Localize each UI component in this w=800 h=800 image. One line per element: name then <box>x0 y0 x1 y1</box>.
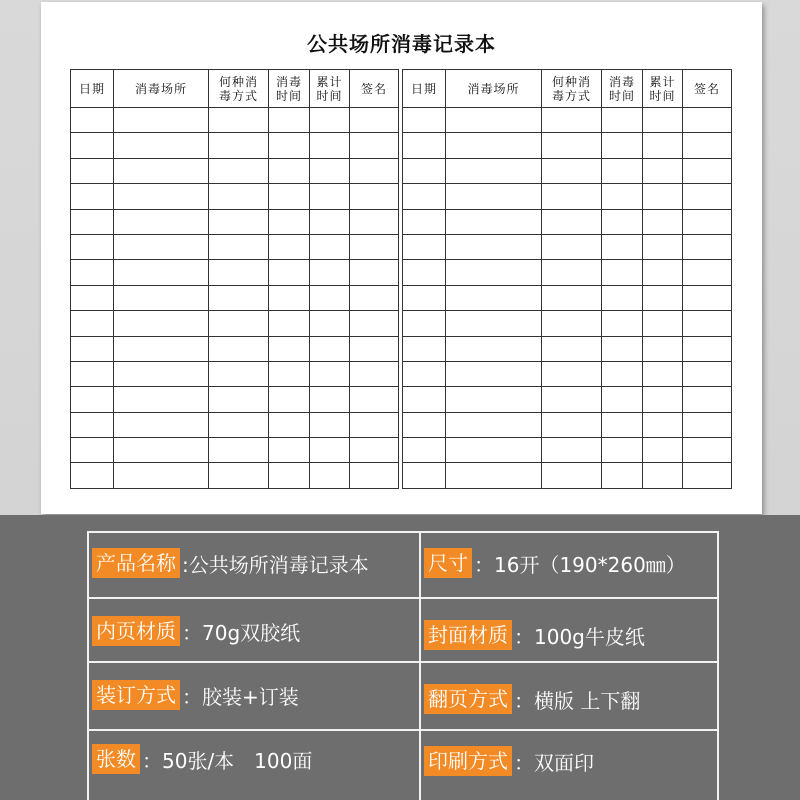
spec-size <box>424 548 686 578</box>
blank-cell <box>403 158 446 183</box>
blank-cell <box>71 387 114 412</box>
blank-cell <box>269 133 310 158</box>
blank-cell <box>602 336 643 361</box>
blank-cell <box>114 234 209 259</box>
blank-cell <box>71 285 114 310</box>
table-row <box>403 234 732 259</box>
blank-cell <box>114 108 209 133</box>
blank-cell <box>602 209 643 234</box>
grid-divider <box>89 597 717 599</box>
table-row <box>403 412 732 437</box>
blank-cell <box>269 260 310 285</box>
blank-cell <box>114 133 209 158</box>
spec-product-name <box>92 548 369 578</box>
blank-cell <box>269 438 310 463</box>
spec-sheet-count <box>92 744 312 774</box>
spec-label: 产品名称 <box>92 548 180 578</box>
header-disinfect-time: 消毒 时间 <box>269 70 310 108</box>
blank-cell <box>269 463 310 488</box>
blank-cell <box>643 108 683 133</box>
blank-cell <box>310 184 350 209</box>
blank-cell <box>446 412 542 437</box>
spec-value: ：双面印 <box>514 750 594 775</box>
table-row <box>71 184 399 209</box>
blank-cell <box>643 234 683 259</box>
blank-cell <box>350 311 399 336</box>
blank-cell <box>310 412 350 437</box>
blank-cell <box>310 336 350 361</box>
grid-divider <box>89 729 717 731</box>
record-form-page <box>41 2 762 514</box>
blank-cell <box>403 108 446 133</box>
blank-cell <box>446 463 542 488</box>
blank-cell <box>643 311 683 336</box>
spec-value: ：70g双胶纸 <box>182 620 301 645</box>
blank-cell <box>310 387 350 412</box>
blank-cell <box>209 336 269 361</box>
blank-cell <box>542 108 602 133</box>
blank-cell <box>683 311 732 336</box>
blank-cell <box>310 361 350 386</box>
blank-cell <box>643 133 683 158</box>
blank-cell <box>602 184 643 209</box>
blank-cell <box>542 234 602 259</box>
blank-cell <box>71 438 114 463</box>
blank-cell <box>71 463 114 488</box>
blank-cell <box>114 260 209 285</box>
blank-cell <box>114 311 209 336</box>
header-place: 消毒场所 <box>114 70 209 108</box>
table-row <box>403 184 732 209</box>
blank-cell <box>403 209 446 234</box>
blank-cell <box>310 209 350 234</box>
blank-cell <box>114 158 209 183</box>
blank-cell <box>446 260 542 285</box>
blank-cell <box>542 336 602 361</box>
blank-cell <box>350 209 399 234</box>
header-place: 消毒场所 <box>446 70 542 108</box>
spec-value: ：横版 上下翻 <box>514 688 641 713</box>
blank-cell <box>542 285 602 310</box>
table-row <box>403 311 732 336</box>
blank-cell <box>209 285 269 310</box>
header-total-time: 累计 时间 <box>310 70 350 108</box>
header-method: 何种消 毒方式 <box>209 70 269 108</box>
blank-cell <box>683 412 732 437</box>
blank-cell <box>209 260 269 285</box>
blank-cell <box>310 108 350 133</box>
header-date: 日期 <box>403 70 446 108</box>
blank-cell <box>446 108 542 133</box>
blank-cell <box>209 438 269 463</box>
blank-cell <box>542 184 602 209</box>
blank-cell <box>602 463 643 488</box>
blank-cell <box>114 184 209 209</box>
table-row <box>71 209 399 234</box>
blank-cell <box>602 412 643 437</box>
spec-label: 尺寸 <box>424 548 472 578</box>
blank-cell <box>269 209 310 234</box>
blank-cell <box>310 260 350 285</box>
blank-cell <box>446 311 542 336</box>
blank-cell <box>71 184 114 209</box>
blank-cell <box>350 184 399 209</box>
table-row <box>403 361 732 386</box>
blank-cell <box>71 412 114 437</box>
spec-label: 封面材质 <box>424 620 512 650</box>
blank-cell <box>114 209 209 234</box>
blank-cell <box>446 285 542 310</box>
blank-cell <box>71 234 114 259</box>
blank-cell <box>403 361 446 386</box>
blank-cell <box>350 285 399 310</box>
blank-cell <box>403 285 446 310</box>
blank-cell <box>683 438 732 463</box>
spec-value: ：胶装+订装 <box>182 684 299 709</box>
blank-cell <box>350 234 399 259</box>
blank-cell <box>542 412 602 437</box>
blank-cell <box>71 133 114 158</box>
table-row <box>71 438 399 463</box>
blank-cell <box>446 158 542 183</box>
form-title: 公共场所消毒记录本 <box>307 32 496 56</box>
blank-cell <box>643 184 683 209</box>
blank-cell <box>209 209 269 234</box>
blank-cell <box>310 463 350 488</box>
blank-cell <box>209 133 269 158</box>
table-row <box>71 463 399 488</box>
blank-cell <box>350 463 399 488</box>
blank-cell <box>643 387 683 412</box>
table-row <box>403 387 732 412</box>
blank-cell <box>542 463 602 488</box>
blank-cell <box>269 184 310 209</box>
blank-cell <box>310 158 350 183</box>
header-row <box>71 70 399 108</box>
blank-cell <box>350 361 399 386</box>
table-row <box>403 260 732 285</box>
blank-cell <box>114 463 209 488</box>
blank-cell <box>269 361 310 386</box>
blank-cell <box>683 463 732 488</box>
blank-cell <box>602 311 643 336</box>
blank-cell <box>542 438 602 463</box>
blank-cell <box>209 412 269 437</box>
table-row <box>403 336 732 361</box>
spec-grid <box>87 531 719 800</box>
blank-cell <box>403 234 446 259</box>
table-row <box>403 463 732 488</box>
spec-label: 内页材质 <box>92 616 180 646</box>
table-row <box>403 108 732 133</box>
blank-cell <box>643 158 683 183</box>
blank-cell <box>209 311 269 336</box>
blank-cell <box>602 234 643 259</box>
blank-cell <box>602 285 643 310</box>
blank-cell <box>643 361 683 386</box>
blank-cell <box>350 438 399 463</box>
table-row <box>71 361 399 386</box>
blank-cell <box>602 158 643 183</box>
table-row <box>71 234 399 259</box>
blank-cell <box>683 387 732 412</box>
blank-cell <box>209 387 269 412</box>
blank-cell <box>114 285 209 310</box>
blank-cell <box>310 234 350 259</box>
blank-cell <box>602 260 643 285</box>
blank-cell <box>602 387 643 412</box>
blank-cell <box>269 234 310 259</box>
blank-cell <box>542 209 602 234</box>
blank-cell <box>350 108 399 133</box>
table-row <box>71 133 399 158</box>
spec-label: 张数 <box>92 744 140 774</box>
blank-cell <box>71 108 114 133</box>
spec-page-turn <box>424 684 640 714</box>
blank-cell <box>209 108 269 133</box>
table-row <box>71 336 399 361</box>
blank-cell <box>683 158 732 183</box>
header-row <box>403 70 732 108</box>
blank-cell <box>643 438 683 463</box>
blank-cell <box>269 387 310 412</box>
blank-cell <box>114 361 209 386</box>
blank-cell <box>542 158 602 183</box>
blank-cell <box>71 260 114 285</box>
blank-cell <box>403 387 446 412</box>
blank-cell <box>71 158 114 183</box>
grid-divider <box>419 533 421 800</box>
blank-cell <box>602 361 643 386</box>
blank-cell <box>209 361 269 386</box>
blank-cell <box>403 184 446 209</box>
table-row <box>71 260 399 285</box>
blank-cell <box>683 361 732 386</box>
spec-value: ：100g牛皮纸 <box>514 624 645 649</box>
blank-cell <box>350 336 399 361</box>
blank-cell <box>643 209 683 234</box>
blank-cell <box>403 463 446 488</box>
header-disinfect-time: 消毒 时间 <box>602 70 643 108</box>
table-row <box>71 412 399 437</box>
spec-value: ：50张/本 100面 <box>142 748 313 773</box>
table-row <box>71 285 399 310</box>
blank-cell <box>683 209 732 234</box>
header-signature: 签名 <box>683 70 732 108</box>
blank-cell <box>310 311 350 336</box>
blank-cell <box>602 133 643 158</box>
blank-cell <box>71 361 114 386</box>
blank-cell <box>403 438 446 463</box>
blank-cell <box>209 234 269 259</box>
blank-cell <box>403 260 446 285</box>
spec-binding <box>92 680 299 710</box>
blank-cell <box>683 260 732 285</box>
blank-cell <box>602 108 643 133</box>
spec-label: 装订方式 <box>92 680 180 710</box>
blank-cell <box>403 336 446 361</box>
blank-cell <box>269 412 310 437</box>
table-row <box>71 108 399 133</box>
blank-cell <box>350 158 399 183</box>
blank-cell <box>542 311 602 336</box>
blank-cell <box>310 133 350 158</box>
blank-cell <box>114 387 209 412</box>
blank-cell <box>446 361 542 386</box>
blank-cell <box>446 336 542 361</box>
blank-cell <box>350 133 399 158</box>
blank-cell <box>310 438 350 463</box>
spec-label: 印刷方式 <box>424 746 512 776</box>
spec-value: :公共场所消毒记录本 <box>182 552 369 577</box>
blank-cell <box>542 260 602 285</box>
blank-cell <box>446 438 542 463</box>
spec-printing <box>424 746 594 776</box>
table-row <box>403 158 732 183</box>
blank-cell <box>209 463 269 488</box>
blank-cell <box>683 108 732 133</box>
blank-cell <box>71 209 114 234</box>
table-row <box>71 311 399 336</box>
header-date: 日期 <box>71 70 114 108</box>
header-method: 何种消 毒方式 <box>542 70 602 108</box>
blank-cell <box>446 184 542 209</box>
blank-cell <box>683 133 732 158</box>
header-signature: 签名 <box>350 70 399 108</box>
blank-cell <box>114 438 209 463</box>
blank-cell <box>71 311 114 336</box>
table-row <box>403 209 732 234</box>
spec-value: ：16开（190*260㎜） <box>474 552 686 577</box>
table-row <box>403 285 732 310</box>
blank-cell <box>350 260 399 285</box>
blank-cell <box>542 387 602 412</box>
blank-cell <box>209 158 269 183</box>
log-table-left <box>70 69 399 489</box>
spec-inner-paper <box>92 616 300 646</box>
blank-cell <box>114 412 209 437</box>
spec-cover-paper <box>424 620 645 650</box>
blank-cell <box>602 438 643 463</box>
header-total-time: 累计 时间 <box>643 70 683 108</box>
blank-cell <box>403 311 446 336</box>
blank-cell <box>446 387 542 412</box>
blank-cell <box>269 158 310 183</box>
blank-cell <box>542 133 602 158</box>
blank-cell <box>269 285 310 310</box>
blank-cell <box>643 463 683 488</box>
blank-cell <box>643 412 683 437</box>
blank-cell <box>114 336 209 361</box>
blank-cell <box>71 336 114 361</box>
blank-cell <box>683 234 732 259</box>
blank-cell <box>350 387 399 412</box>
blank-cell <box>643 285 683 310</box>
blank-cell <box>643 336 683 361</box>
blank-cell <box>683 285 732 310</box>
blank-cell <box>683 336 732 361</box>
blank-cell <box>446 133 542 158</box>
table-row <box>71 158 399 183</box>
table-row <box>403 438 732 463</box>
log-table-right <box>402 69 732 489</box>
blank-cell <box>542 361 602 386</box>
blank-cell <box>446 209 542 234</box>
blank-cell <box>310 285 350 310</box>
blank-cell <box>643 260 683 285</box>
grid-divider <box>89 661 717 663</box>
table-row <box>71 387 399 412</box>
blank-cell <box>269 336 310 361</box>
blank-cell <box>403 133 446 158</box>
table-row <box>403 133 732 158</box>
blank-cell <box>350 412 399 437</box>
blank-cell <box>403 412 446 437</box>
blank-cell <box>683 184 732 209</box>
blank-cell <box>209 184 269 209</box>
spec-label: 翻页方式 <box>424 684 512 714</box>
blank-cell <box>269 108 310 133</box>
blank-cell <box>446 234 542 259</box>
blank-cell <box>269 311 310 336</box>
